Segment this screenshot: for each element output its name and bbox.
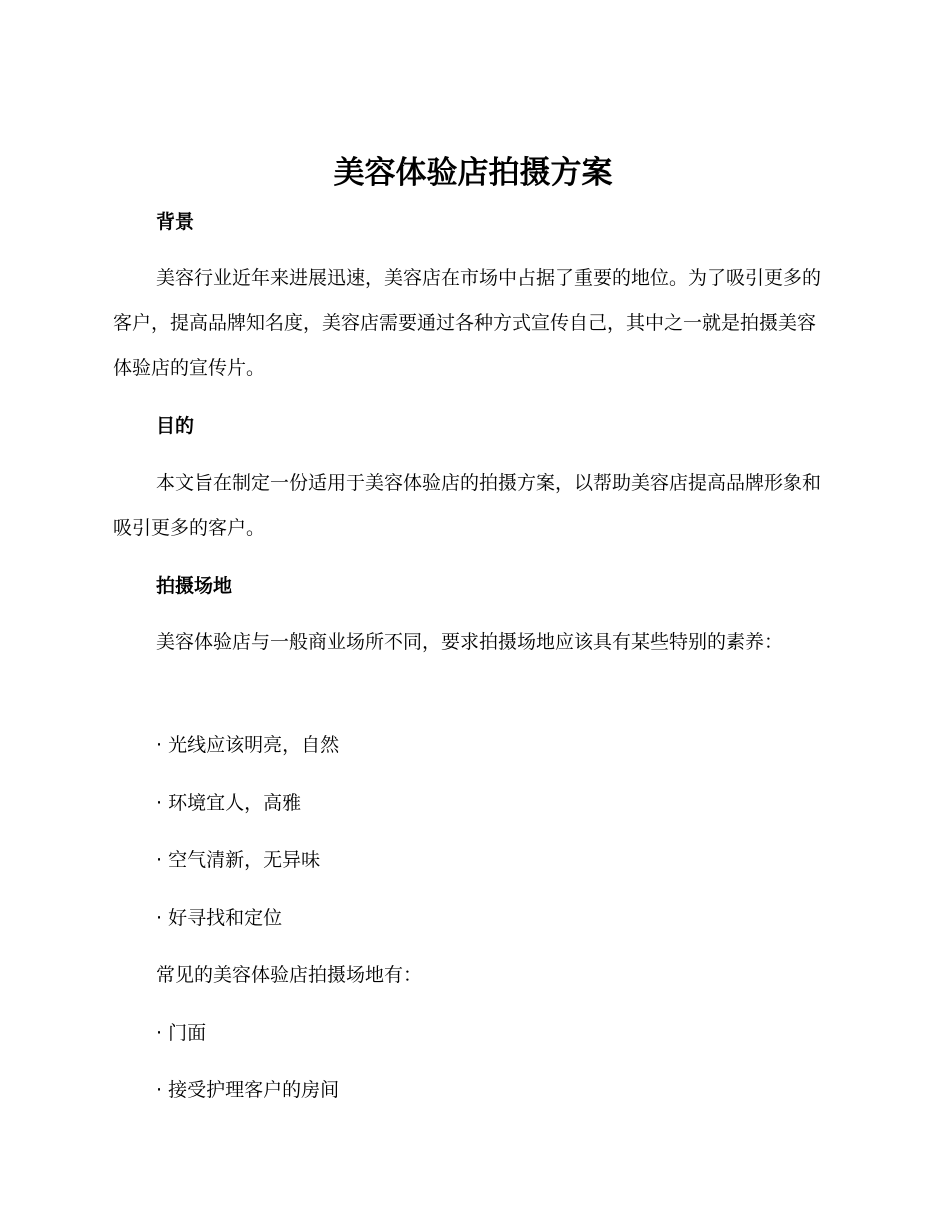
list-item-requirement: · 空气清新，无异味: [156, 849, 321, 871]
list-item-requirement: · 光线应该明亮，自然: [156, 734, 340, 756]
document-title: 美容体验店拍摄方案: [333, 155, 613, 191]
list-item-venue: · 门面: [156, 1022, 207, 1044]
list-item-venue: · 接受护理客户的房间: [156, 1079, 340, 1101]
common-venues-intro: 常见的美容体验店拍摄场地有：: [156, 964, 423, 986]
section-paragraph-background: 美容行业近年来进展迅速，美容店在市场中占据了重要的地位。为了吸引更多的客户，提高品牌知名度，美容店需要通过各种方式宣传自己，其中之一就是拍摄美容体验店的宣传片。: [113, 267, 822, 379]
section-heading-purpose: 目的: [156, 415, 195, 437]
section-heading-venue: 拍摄场地: [156, 575, 233, 597]
section-paragraph-venue: 美容体验店与一般商业场所不同，要求拍摄场地应该具有某些特别的素养：: [156, 631, 784, 653]
list-item-requirement: · 环境宜人，高雅: [156, 792, 302, 814]
section-paragraph-purpose: 本文旨在制定一份适用于美容体验店的拍摄方案，以帮助美容店提高品牌形象和吸引更多的客户。: [113, 472, 822, 539]
section-heading-background: 背景: [156, 211, 195, 233]
list-item-requirement: · 好寻找和定位: [156, 907, 283, 929]
